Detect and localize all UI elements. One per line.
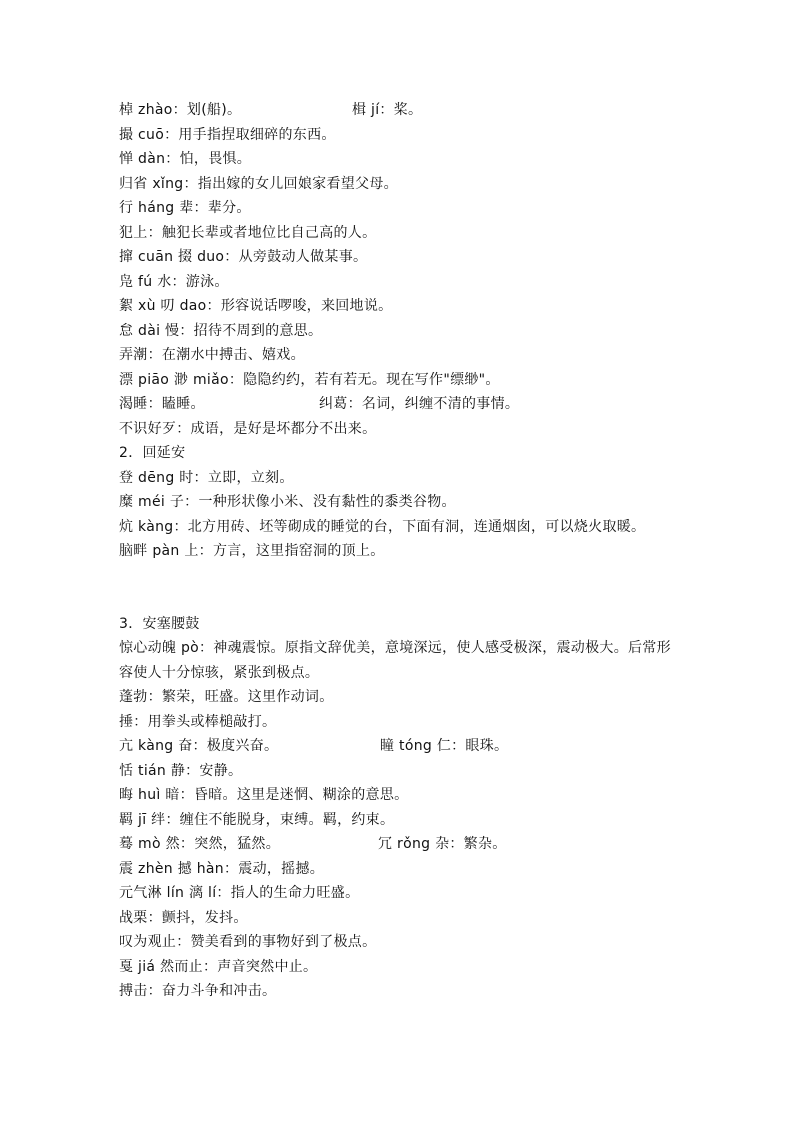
- entry-line: 不识好歹：成语，是好是坏都分不出来。: [119, 420, 377, 437]
- entry-line: [119, 734, 679, 759]
- entry-term: 渴睡：瞌睡。: [119, 396, 205, 412]
- entry-term: 棹 zhào：划(船)。: [119, 102, 242, 118]
- entry-term: 蓦 mò 然：突然，猛然。: [119, 836, 281, 852]
- entry-line: 撮 cuō：用手指捏取细碎的东西。: [119, 126, 336, 143]
- entry-line: 撺 cuān 掇 duo：从旁鼓动人做某事。: [119, 249, 368, 265]
- entry-line: 凫 fú 水：游泳。: [119, 273, 229, 290]
- entry-line: 戛 jiá 然而止：声音突然中止。: [119, 958, 318, 975]
- entry-line: 捶：用拳头或棒槌敲打。: [119, 713, 277, 730]
- entry-term-secondary: 楫 jí：桨。: [352, 102, 423, 118]
- entry-line: 归省 xǐng：指出嫁的女儿回娘家看望父母。: [119, 175, 398, 192]
- entry-line: 震 zhèn 撼 hàn：震动，摇撼。: [119, 860, 325, 877]
- section-heading: 2．回延安: [119, 445, 186, 461]
- entry-line: 弄潮：在潮水中搏击、嬉戏。: [119, 347, 305, 363]
- entry-line: 行 háng 辈：辈分。: [119, 200, 251, 216]
- entry-line: 蓬勃：繁荣，旺盛。这里作动词。: [119, 689, 334, 705]
- entry-line: 战栗：颤抖，发抖。: [119, 909, 248, 926]
- entry-line: 漂 piāo 渺 miǎo：隐隐约约，若有若无。现在写作"缥缈"。: [119, 371, 500, 388]
- blank-line: [119, 588, 679, 612]
- entry-line: 怠 dài 慢：招待不周到的意思。: [119, 322, 323, 339]
- entry-term-secondary: 瞳 tóng 仁：眼珠。: [380, 738, 509, 754]
- section-2: [119, 441, 679, 564]
- entry-line: [119, 392, 679, 417]
- entry-line: 絮 xù 叨 dao：形容说话啰唆，来回地说。: [119, 298, 393, 314]
- entry-line: 炕 kàng：北方用砖、坯等砌成的睡觉的台，下面有洞，连通烟囱，可以烧火取暖。: [119, 518, 646, 535]
- entry-line: 羁 jī 绊：缠住不能脱身，束缚。羁，约束。: [119, 811, 395, 828]
- section-1: [119, 98, 679, 441]
- entry-term-secondary: 冗 rǒng 杂：繁杂。: [378, 836, 507, 852]
- entry-line: 元气淋 lín 漓 lí：指人的生命力旺盛。: [119, 885, 360, 901]
- entry-line: 糜 méi 子：一种形状像小米、没有黏性的黍类谷物。: [119, 494, 456, 510]
- section-3: [119, 612, 679, 1004]
- blank-line: [119, 564, 679, 588]
- entry-line: 搏击：奋力斗争和冲击。: [119, 983, 277, 999]
- entry-term: 亢 kàng 奋：极度兴奋。: [119, 738, 279, 754]
- entry-line: 晦 huì 暗：昏暗。这里是迷惘、糊涂的意思。: [119, 787, 409, 803]
- entry-line: 犯上：触犯长辈或者地位比自己高的人。: [119, 224, 377, 241]
- entry-line: [119, 832, 679, 857]
- entry-line: 叹为观止：赞美看到的事物好到了极点。: [119, 934, 377, 950]
- entry-term-secondary: 纠葛：名词，纠缠不清的事情。: [319, 396, 520, 412]
- section-heading: 3．安塞腰鼓: [119, 615, 200, 632]
- entry-line: 恬 tián 静：安静。: [119, 762, 243, 779]
- entry-line: 惮 dàn：怕，畏惧。: [119, 151, 252, 167]
- entry-line: 登 dēng 时：立即，立刻。: [119, 469, 294, 486]
- document-page: [119, 98, 679, 1004]
- entry-line: 惊心动魄 pò：神魂震惊。原指文辞优美，意境深远，使人感受极深，震动极大。后常形容使人十分惊骇，紧张到极点。: [119, 640, 671, 681]
- entry-line: [119, 98, 679, 123]
- entry-line: 脑畔 pàn 上：方言，这里指窑洞的顶上。: [119, 543, 385, 559]
